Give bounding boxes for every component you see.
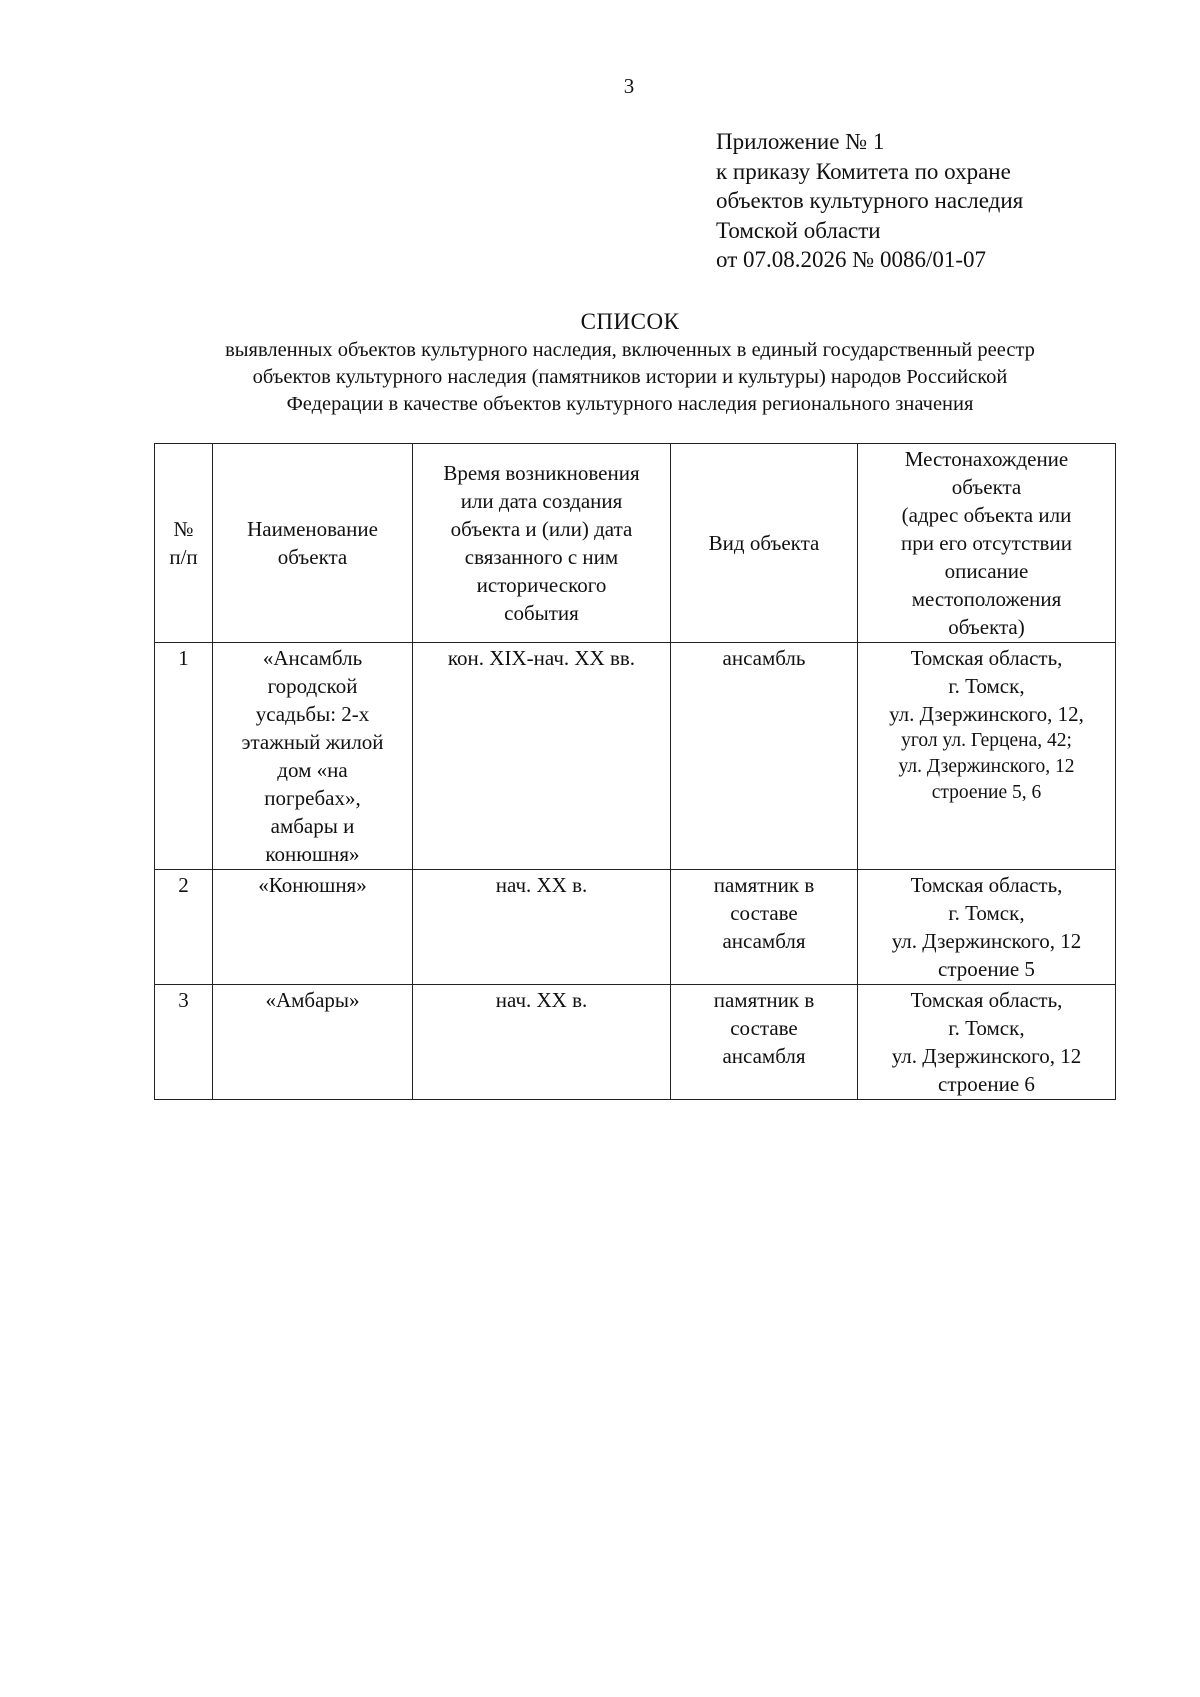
subtitle-line: объектов культурного наследия (памятников истории и культуры) народов Российской [252, 366, 1008, 388]
appendix-line: к приказу Комитета по охране [716, 158, 1011, 184]
cell-number: 1 [155, 643, 213, 870]
location-extra: угол ул. Герцена, 42; ул. Дзержинского, 12 строение 5, 6 [898, 730, 1075, 803]
subtitle-line: выявленных объектов культурного наследия, включенных в единый государственный реестр [225, 339, 1035, 361]
table-row [155, 985, 1116, 1100]
location-main: Томская область, г. Томск, ул. Дзержинского, 12 строение 5 [891, 873, 1082, 981]
cell-date: нач. XX в. [413, 870, 671, 985]
document-subtitle [140, 337, 1120, 418]
document-title: СПИСОК [580, 309, 680, 334]
cell-name: «Ансамбль городской усадьбы: 2-х этажный жилой дом «на погребах», амбары и конюшня» [213, 643, 413, 870]
cell-name: «Конюшня» [213, 870, 413, 985]
cell-number: 3 [155, 985, 213, 1100]
cell-type: памятник в составе ансамбля [671, 985, 858, 1100]
location-main: Томская область, г. Томск, ул. Дзержинского, 12 строение 6 [891, 988, 1082, 1096]
cell-location [858, 985, 1116, 1100]
header-name: Наименование объекта [213, 444, 413, 643]
table-row [155, 870, 1116, 985]
cell-date: нач. XX в. [413, 985, 671, 1100]
header-number: № п/п [155, 444, 213, 643]
appendix-line: объектов культурного наследия [716, 188, 1024, 213]
page-number: 3 [623, 74, 635, 98]
appendix-line: Приложение № 1 [716, 129, 885, 154]
header-type: Вид объекта [671, 444, 858, 643]
cell-type: памятник в составе ансамбля [671, 870, 858, 985]
cell-location [858, 870, 1116, 985]
table-row [155, 643, 1116, 870]
cell-number: 2 [155, 870, 213, 985]
location-main: Томская область, г. Томск, ул. Дзержинского, 12, [889, 646, 1084, 726]
heritage-objects-table [154, 443, 1116, 1100]
appendix-line: от 07.08.2026 № 0086/01-07 [716, 247, 986, 272]
table-header-row [155, 444, 1116, 643]
cell-location [858, 643, 1116, 870]
appendix-block [716, 127, 1023, 275]
cell-type: ансамбль [671, 643, 858, 870]
appendix-line: Томской области [716, 217, 881, 243]
subtitle-line: Федерации в качестве объектов культурного наследия регионального значения [286, 393, 974, 415]
cell-name: «Амбары» [213, 985, 413, 1100]
cell-date: кон. XIX-нач. XX вв. [413, 643, 671, 870]
header-date: Время возникновения или дата создания объекта и (или) дата связанного с ним исторического события [413, 444, 671, 643]
header-location: Местонахождение объекта (адрес объекта или при его отсутствии описание местоположения объекта) [858, 444, 1116, 643]
